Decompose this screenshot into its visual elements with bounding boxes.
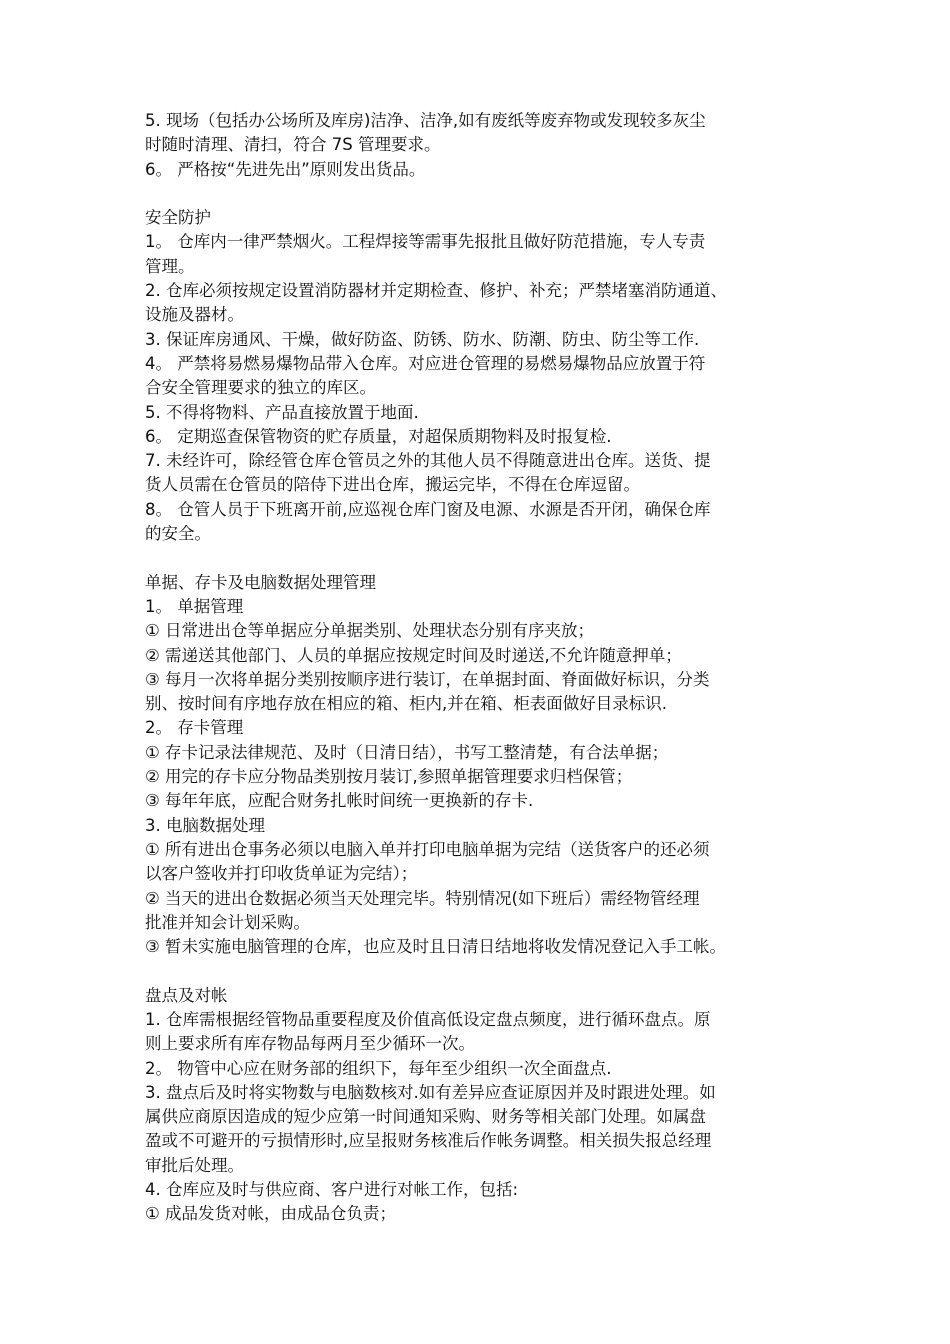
text-line: 别、按时间有序地存放在相应的箱、柜内,并在箱、柜表面做好目录标识.: [145, 694, 667, 714]
text-line: ② 需递送其他部门、人员的单据应按规定时间及时递送,不允许随意押单；: [145, 645, 682, 665]
paragraph-gap: [145, 182, 825, 206]
text-line: ③ 每月一次将单据分类别按顺序进行装订，在单据封面、脊面做好标识，分类: [145, 669, 710, 689]
text-line: 7. 未经许可，除经管仓库仓管员之外的其他人员不得随意进出仓库。送货、提: [145, 451, 711, 471]
text-line: 盈或不可避开的亏损情形时,应呈报财务核准后作帐务调整。相关损失报总经理: [145, 1131, 712, 1151]
text-line: ① 所有进出仓事务必须以电脑入单并打印电脑单据为完结（送货客户的还必须: [145, 839, 710, 859]
text-line: ② 用完的存卡应分物品类别按月装订,参照单据管理要求归档保管；: [145, 767, 633, 787]
text-line: 3. 盘点后及时将实物数与电脑数核对.如有差异应查证原因并及时跟进处理。如: [145, 1082, 716, 1102]
text-line: 时随时清理、清扫，符合 7S 管理要求。: [145, 135, 441, 155]
text-line: 则上要求所有库存物品每两月至少循环一次。: [145, 1034, 475, 1054]
text-line: 3. 电脑数据处理: [145, 815, 265, 835]
text-line: ① 日常进出仓等单据应分单据类别、处理状态分别有序夹放；: [145, 621, 595, 641]
text-line: 3. 保证库房通风、干燥，做好防盗、防锈、防水、防潮、防虫、防尘等工作.: [145, 329, 700, 349]
text-line: 管理。: [145, 256, 195, 276]
text-line: 2。 存卡管理: [145, 718, 244, 738]
text-line: 单据、存卡及电脑数据处理管理: [145, 572, 376, 592]
text-line: 4. 仓库应及时与供应商、客户进行对帐工作，包括:: [145, 1180, 519, 1200]
text-line: 5. 不得将物料、产品直接放置于地面.: [145, 402, 419, 422]
text-line: 审批后处理。: [145, 1155, 244, 1175]
paragraph-gap: [145, 546, 825, 570]
text-line: 盘点及对帐: [145, 985, 228, 1005]
text-line: 4。 严禁将易燃易爆物品带入仓库。对应进仓管理的易燃易爆物品应放置于符: [145, 353, 706, 373]
text-line: ① 成品发货对帐，由成品仓负责；: [145, 1204, 397, 1224]
text-line: 1。 单据管理: [145, 596, 244, 616]
text-line: ③ 每年年底，应配合财务扎帐时间统一更换新的存卡.: [145, 791, 534, 811]
text-line: ② 当天的进出仓数据必须当天处理完毕。特别情况(如下班后）需经物管经理: [145, 888, 700, 908]
text-line: 货人员需在仓管员的陪侍下进出仓库，搬运完毕，不得在仓库逗留。: [145, 475, 640, 495]
text-line: 1. 仓库需根据经管物品重要程度及价值高低设定盘点频度，进行循环盘点。原: [145, 1009, 711, 1029]
text-line: 批准并知会计划采购。: [145, 912, 310, 932]
text-line: 以客户签收并打印收货单证为完结）；: [145, 864, 418, 884]
text-line: 1。 仓库内一律严禁烟火。工程焊接等需事先报批且做好防范措施，专人专责: [145, 232, 706, 252]
text-line: 6。 严格按“先进先出”原则发出货品。: [145, 159, 426, 179]
paragraph-gap: [145, 959, 825, 983]
document-body: [145, 109, 825, 1227]
text-line: 6。 定期巡查保管物资的贮存质量，对超保质期物料及时报复检.: [145, 426, 612, 446]
text-line: 5. 现场（包括办公场所及库房)洁净、洁净,如有废纸等废弃物或发现较多灰尘: [145, 111, 706, 130]
text-line: ③ 暂未实施电脑管理的仓库，也应及时且日清日结地将收发情况登记入手工帐。: [145, 937, 727, 957]
text-line: 属供应商原因造成的短少应第一时间通知采购、财务等相关部门处理。如属盘: [145, 1107, 706, 1127]
text-line: 的安全。: [145, 524, 211, 544]
text-line: 设施及器材。: [145, 305, 244, 325]
text-line: 合安全管理要求的独立的库区。: [145, 378, 376, 398]
text-line: 2. 仓库必须按规定设置消防器材并定期检查、修护、补充；严禁堵塞消防通道、: [145, 281, 727, 301]
text-line: 安全防护: [145, 208, 211, 228]
text-line: 2。 物管中心应在财务部的组织下，每年至少组织一次全面盘点.: [145, 1058, 612, 1078]
text-line: ① 存卡记录法律规范、及时（日清日结），书写工整清楚，有合法单据；: [145, 742, 669, 762]
text-line: 8。 仓管人员于下班离开前,应巡视仓库门窗及电源、水源是否开闭，确保仓库: [145, 499, 711, 519]
